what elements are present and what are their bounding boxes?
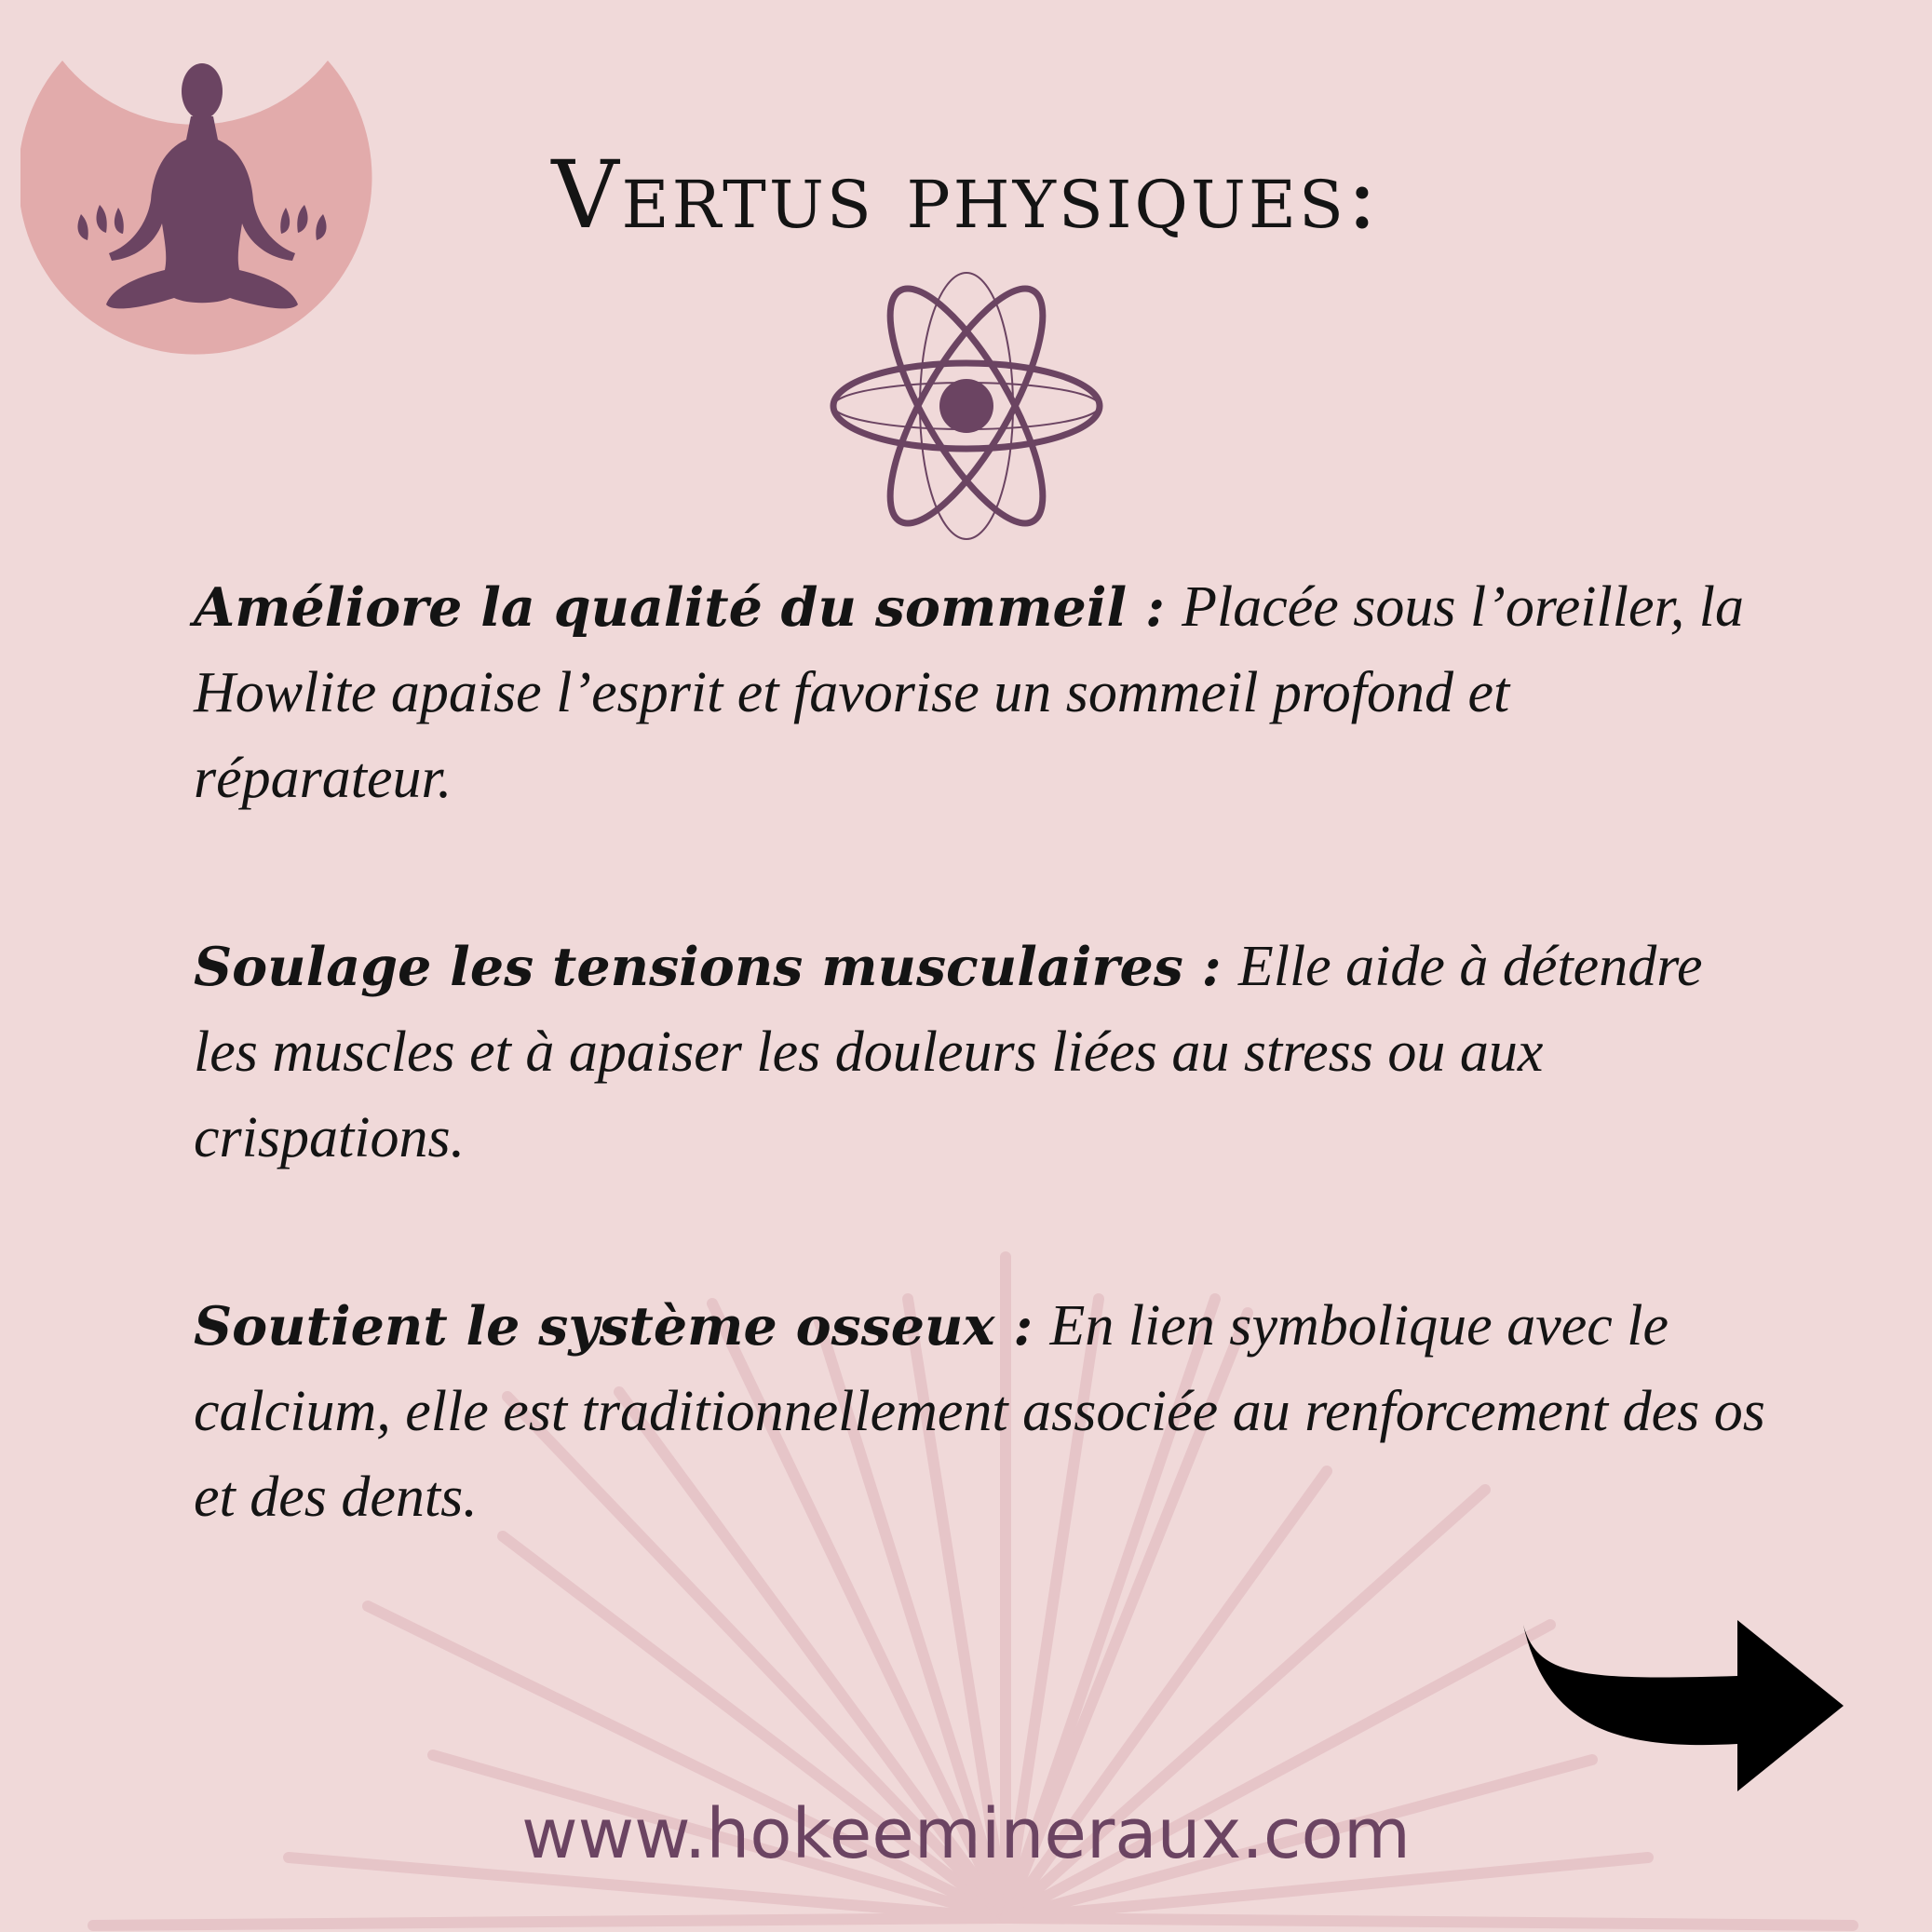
virtue-title: Soulage les tensions musculaires : [194,936,1222,998]
virtue-item [194,1284,1777,1541]
next-arrow-icon[interactable] [1523,1620,1845,1791]
virtue-item [194,565,1777,822]
virtue-text: Placée sous l’oreiller, la Howlite apaise l’esprit et favorise un sommeil profond et réparateur. [194,575,1744,810]
website-link[interactable]: www.hokeemineraux.com [521,1794,1411,1874]
page-title: Vertus physiques: [551,141,1381,250]
virtue-item [194,925,1777,1182]
virtue-text: En lien symbolique avec le calcium, elle est traditionnellement associée au renforcement des os et des dents. [194,1294,1765,1529]
virtues-list [194,565,1777,1643]
virtue-title: Soutient le système osseux : [194,1295,1034,1358]
virtue-title: Améliore la qualité du sommeil : [194,576,1166,639]
atom-icon [827,266,1106,546]
virtue-text: Elle aide à détendre les muscles et à apaiser les douleurs liées au stress ou aux crispations. [194,935,1703,1169]
